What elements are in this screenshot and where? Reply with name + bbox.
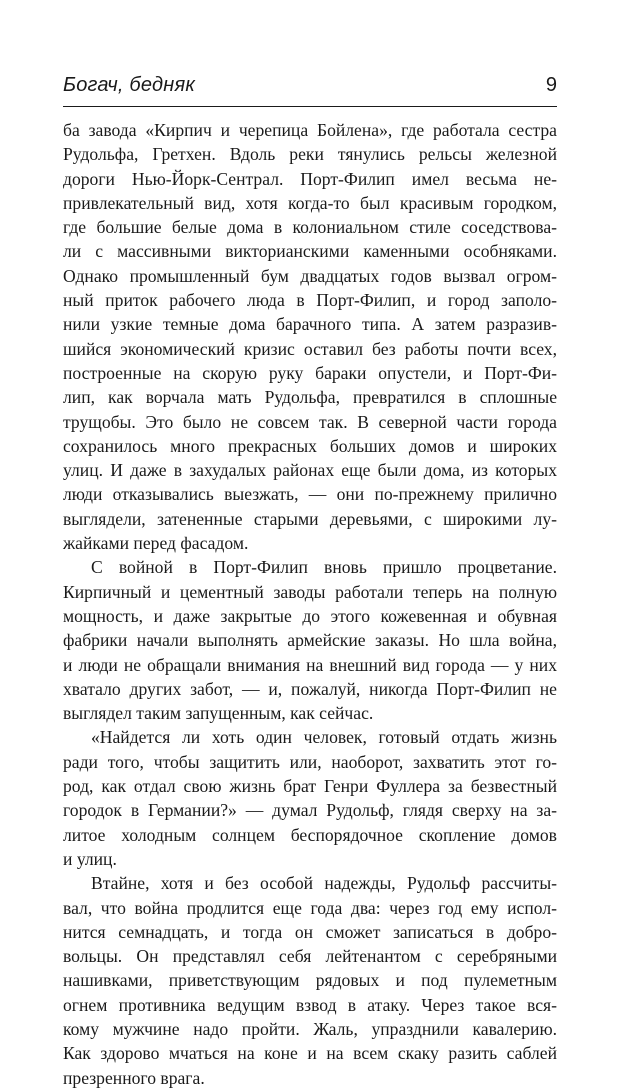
text-line: дороги Нью-Йорк-Сентрал. Порт-Филип имел весьма не- <box>63 168 557 189</box>
text-line: жайками перед фасадом. <box>63 533 249 554</box>
text-line: хватало других забот, — и, пожалуй, никогда Порт-Филип не <box>63 678 557 699</box>
text-line: улиц. И даже в захудалых районах еще были дома, из которых <box>63 460 557 481</box>
text-line: ный приток рабочего люда в Порт-Филип, и город заполо- <box>63 290 557 311</box>
paragraph <box>63 871 557 1090</box>
text-line: нили узкие темные дома барачного типа. А затем разразив- <box>63 314 557 335</box>
running-title: Богач, бедняк <box>63 74 195 96</box>
text-line: ли с массивными викторианскими каменными особняками. <box>63 241 557 262</box>
text-line: Однако промышленный бум двадцатых годов вызвал огром- <box>63 265 557 286</box>
text-line: Как здорово мчаться на коне и на всем скаку разить саблей <box>63 1043 557 1064</box>
page-number: 9 <box>545 74 557 96</box>
text-line: лип, как ворчала мать Рудольфа, превратился в сплошные <box>63 387 557 408</box>
paragraph <box>63 725 557 871</box>
text-line: шийся экономический кризис оставил без работы почти всех, <box>63 338 557 359</box>
text-line: привлекательный вид, хотя когда-то был красивым городком, <box>63 192 557 213</box>
text-line: построенные на скорую руку бараки опустели, и Порт-Фи- <box>63 362 557 383</box>
text-line: Рудольфа, Гретхен. Вдоль реки тянулись рельсы железной <box>63 144 557 165</box>
text-line: трущобы. Это было не совсем так. В северной части города <box>63 411 557 432</box>
text-line: выглядели, затененные старыми деревьями, с широкими лу- <box>63 508 557 529</box>
text-line: С войной в Порт-Филип вновь пришло процветание. <box>91 557 557 578</box>
text-line: сохранилось много прекрасных больших домов и широких <box>63 435 557 456</box>
text-line: Втайне, хотя и без особой надежды, Рудольф рассчиты- <box>91 873 557 894</box>
text-line: огнем противника ведущим взвод в атаку. Через такое вся- <box>63 994 557 1015</box>
paragraph <box>63 118 557 555</box>
text-line: фабрики начали выполнять армейские заказы. Но шла война, <box>63 630 557 651</box>
text-line: кому мужчине надо пройти. Жаль, упразднили кавалерию. <box>63 1018 557 1039</box>
text-line: мощность, и даже закрытые до этого кожевенная и обувная <box>63 605 557 626</box>
text-line: род, как отдал свою жизнь брат Генри Фуллера за безвестный <box>63 776 557 797</box>
text-line: нится семнадцать, и тогда он сможет записаться в добро- <box>63 921 557 942</box>
text-line: вал, что война продлится еще года два: через год ему испол- <box>63 897 557 918</box>
header-divider <box>63 106 557 107</box>
text-line: выглядел таким запущенным, как сейчас. <box>63 703 374 724</box>
text-line: «Найдется ли хоть один человек, готовый отдать жизнь <box>91 727 557 748</box>
text-line: литое холодным солнцем беспорядочное скопление домов <box>63 824 557 845</box>
text-body <box>63 118 557 1090</box>
text-line: ба завода «Кирпич и черепица Бойлена», где работала сестра <box>63 120 557 140</box>
text-line: где большие белые дома в колониальном стиле соседствова- <box>63 217 557 238</box>
text-line: ради того, чтобы защитить или, наоборот, захватить этот го- <box>63 751 557 772</box>
text-line: вольцы. Он представлял себя лейтенантом с серебряными <box>63 946 557 967</box>
text-line: люди отказывались выезжать, — они по-прежнему прилично <box>63 484 557 505</box>
page-header <box>63 72 557 104</box>
text-line: презренного врага. <box>63 1067 205 1088</box>
text-line: и улиц. <box>63 848 117 869</box>
text-line: нашивками, приветствующим рядовых и под пулеметным <box>63 970 557 991</box>
text-line: городок в Германии?» — думал Рудольф, глядя сверху на за- <box>63 800 557 821</box>
paragraph <box>63 555 557 725</box>
text-line: и люди не обращали внимания на внешний вид города — у них <box>63 654 557 675</box>
text-line: Кирпичный и цементный заводы работали теперь на полную <box>63 581 557 602</box>
